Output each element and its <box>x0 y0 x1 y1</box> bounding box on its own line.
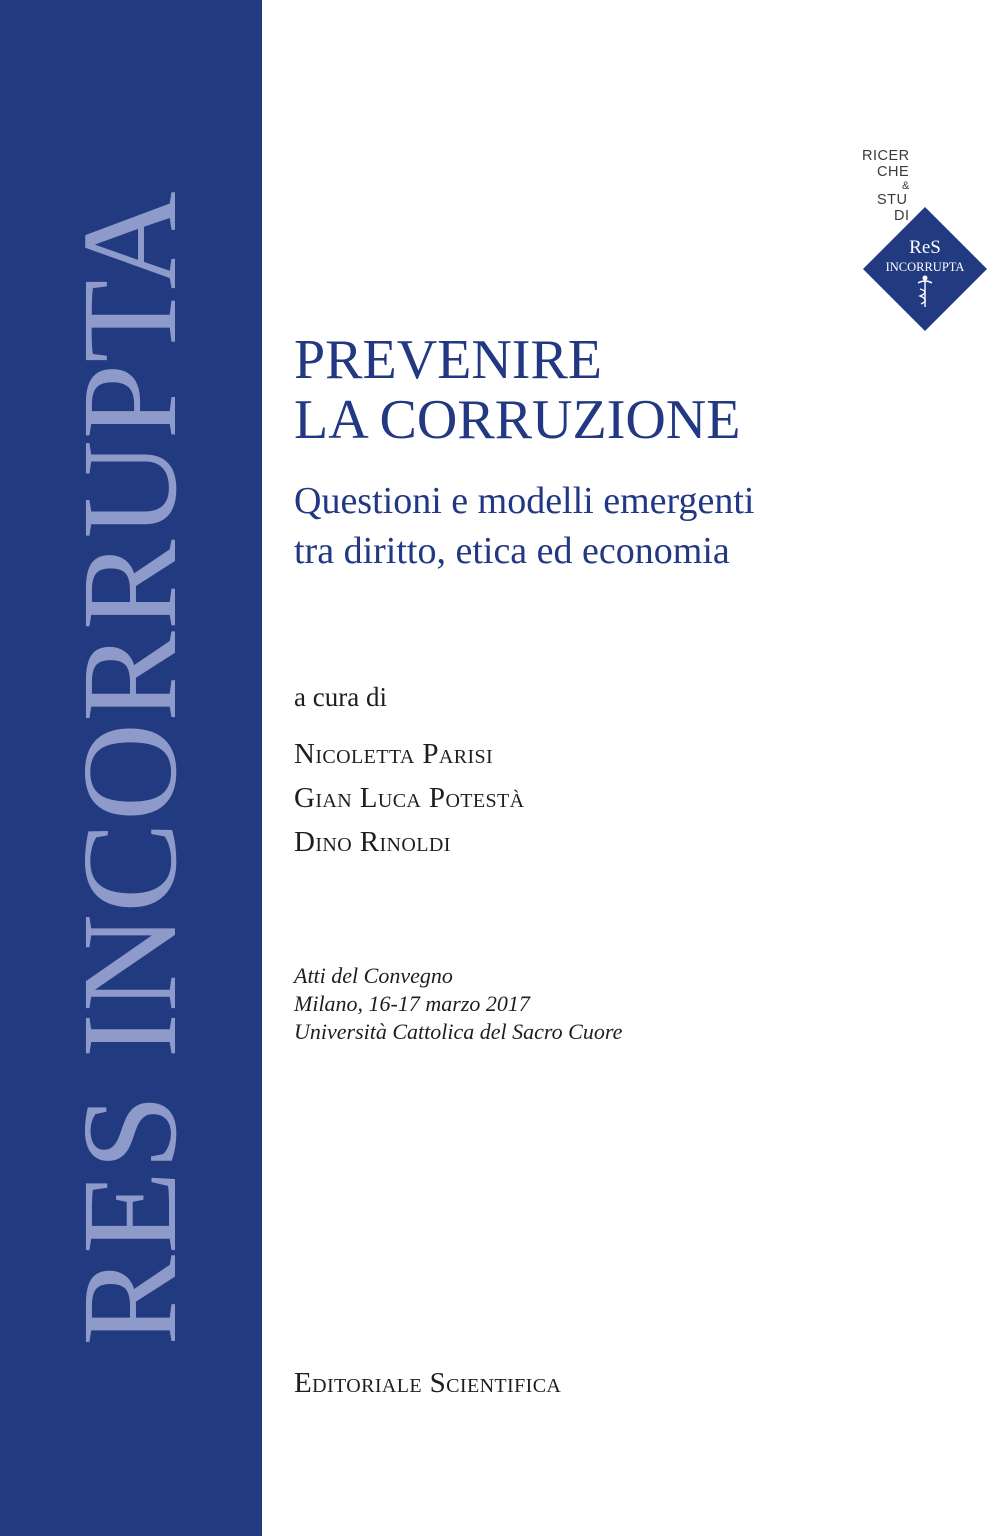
editors-label: a cura di <box>294 682 387 712</box>
book-subtitle <box>294 476 754 576</box>
conference-proceedings <box>294 962 622 1046</box>
book-title <box>294 330 740 450</box>
editor-name: Gian Luca Potestà <box>294 782 525 814</box>
series-logo-diamond <box>863 207 987 331</box>
series-word: RICER <box>862 148 910 164</box>
book-title-line: LA CORRUZIONE <box>294 389 741 451</box>
editors-list <box>294 732 525 864</box>
book-subtitle-line: Questioni e modelli emergenti <box>294 480 755 522</box>
proceedings-line: Università Cattolica del Sacro Cuore <box>294 1019 623 1044</box>
editor-name: Dino Rinoldi <box>294 826 451 858</box>
editor-name: Nicoletta Parisi <box>294 738 494 770</box>
logo-word-res: ReS <box>909 237 941 258</box>
book-subtitle-line: tra diritto, etica ed economia <box>294 530 730 572</box>
book-title-line: PREVENIRE <box>294 329 602 391</box>
series-word: STU <box>877 192 908 208</box>
series-word: CHE <box>877 164 910 180</box>
proceedings-line: Atti del Convegno <box>294 963 453 988</box>
series-word: & <box>902 180 910 192</box>
logo-word-incorrupta: INCORRUPTA <box>885 260 965 274</box>
publisher-name: Editoriale Scientifica <box>294 1367 562 1399</box>
series-title-vertical: RES INCORRUPTA <box>55 190 205 1346</box>
proceedings-line: Milano, 16-17 marzo 2017 <box>294 991 530 1016</box>
series-word: DI <box>894 208 910 224</box>
cover-spine-band <box>0 0 262 1536</box>
